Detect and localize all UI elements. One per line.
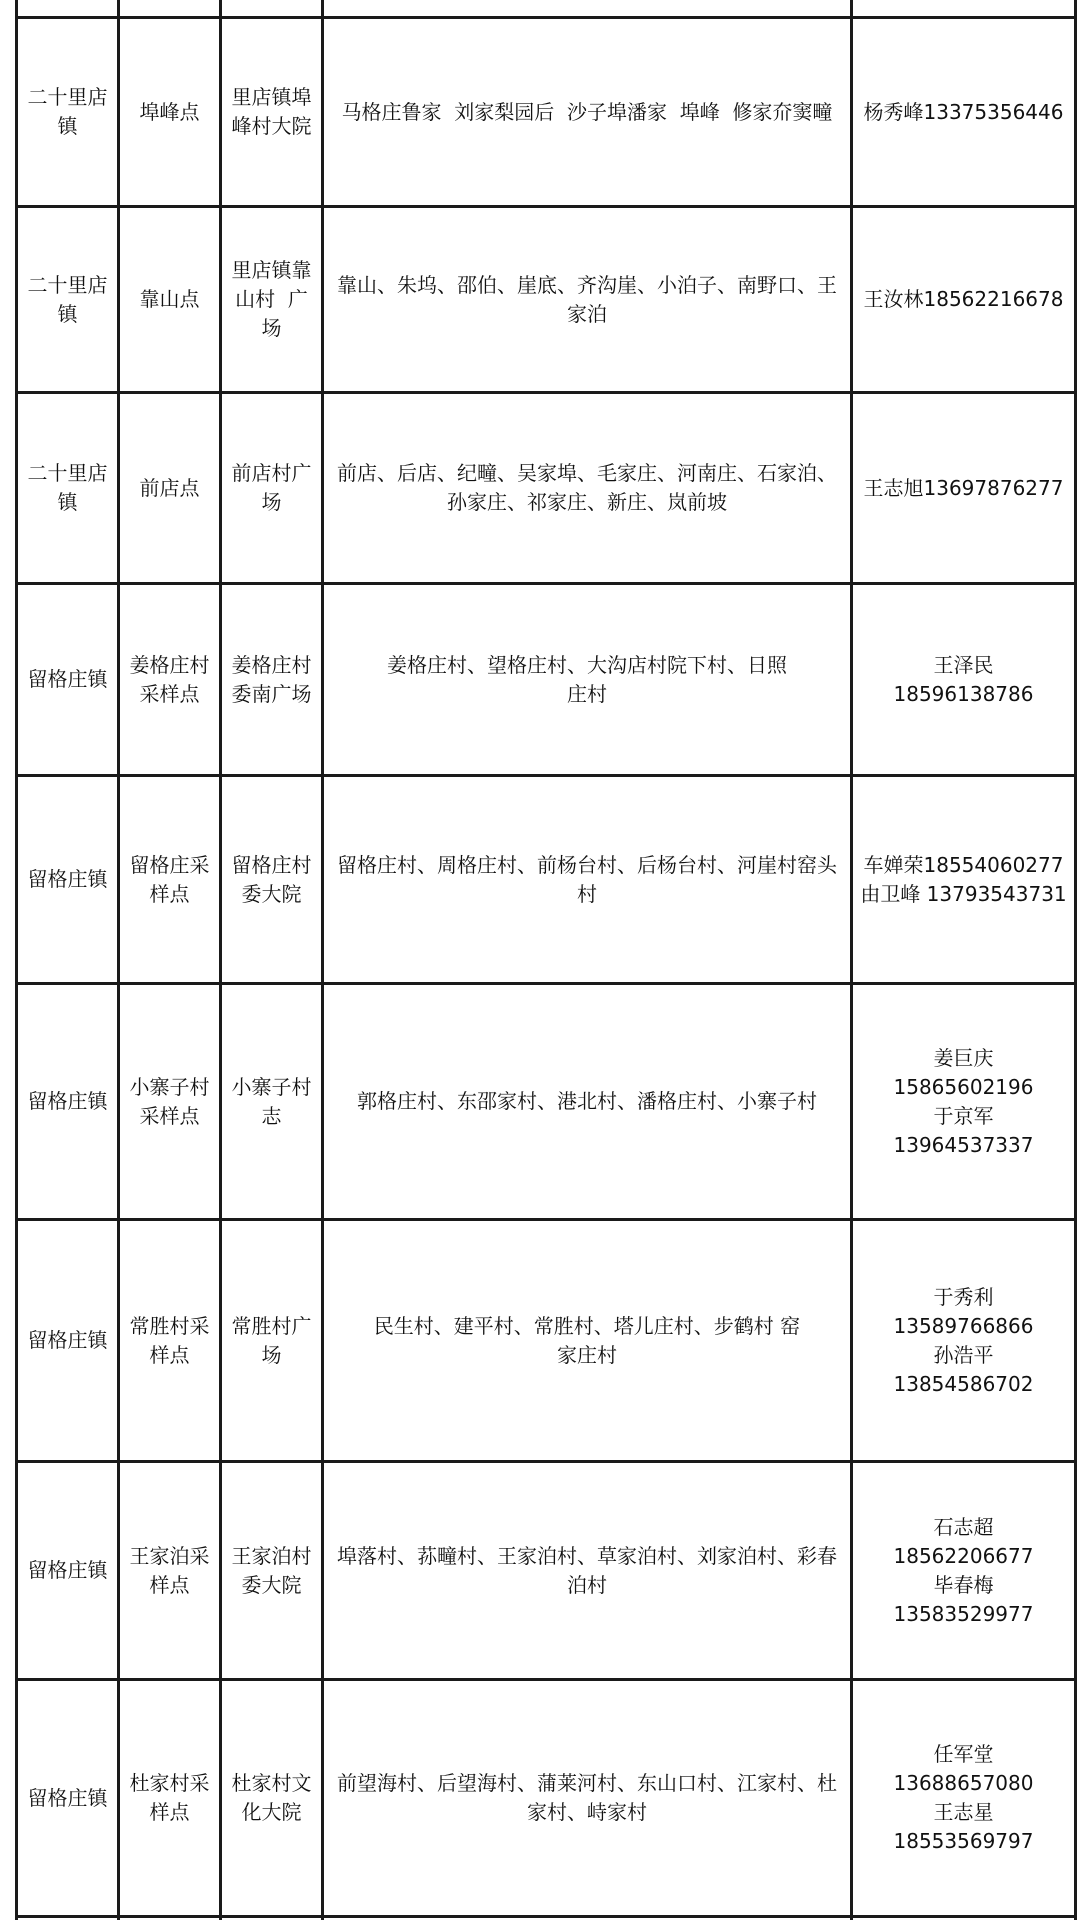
point-cell	[120, 985, 219, 1218]
point-text: 王家泊采样点	[129, 1543, 210, 1597]
villages-text: 姜格庄村、望格庄村、大沟店村院下村、日照庄村	[387, 652, 787, 706]
town-cell	[18, 1463, 117, 1678]
location-text: 姜格庄村委南广场	[231, 652, 312, 706]
villages-cell	[324, 585, 850, 774]
villages-text: 郭格庄村、东邵家村、港北村、潘格庄村、小寨子村	[357, 1089, 817, 1113]
contact-cell	[853, 1463, 1074, 1678]
table-border-right	[1074, 0, 1077, 1920]
contact-cell	[853, 985, 1074, 1218]
contact-text: 杨秀峰13375356446	[863, 99, 1064, 124]
location-text: 杜家村文化大院	[231, 1771, 312, 1824]
point-text: 前店点	[139, 475, 200, 500]
location-cell	[222, 585, 321, 774]
point-cell	[120, 1221, 219, 1460]
villages-text: 前店、后店、纪疃、吴家埠、毛家庄、河南庄、石家泊、孙家庄、祁家庄、新庄、岚前坡	[337, 461, 837, 514]
contact-text: 姜巨庆 15865602196 于京军 13964537337	[893, 1045, 1034, 1157]
location-cell	[222, 208, 321, 391]
contact-text: 王志旭13697876277	[863, 475, 1064, 500]
contact-text: 王泽民 18596138786	[893, 652, 1034, 706]
town-text: 留格庄镇	[27, 867, 108, 891]
location-cell	[222, 1463, 321, 1678]
villages-cell	[324, 1463, 850, 1678]
town-text: 二十里店镇	[27, 272, 108, 326]
point-text: 杜家村采样点	[129, 1771, 210, 1824]
point-text: 留格庄采样点	[129, 852, 210, 906]
location-text: 里店镇靠山村 广场	[231, 258, 312, 340]
villages-cell	[324, 985, 850, 1218]
villages-cell	[324, 394, 850, 582]
town-text: 留格庄镇	[27, 1558, 108, 1582]
villages-text: 马格庄鲁家 刘家梨园后 沙子埠潘家 埠峰 修家夼窦疃	[341, 99, 833, 124]
location-cell	[222, 19, 321, 205]
location-cell	[222, 985, 321, 1218]
location-text: 前店村广场	[231, 461, 312, 514]
town-text: 二十里店镇	[27, 461, 108, 514]
location-cell	[222, 1681, 321, 1915]
contact-cell	[853, 208, 1074, 391]
location-text: 常胜村广场	[231, 1313, 312, 1367]
villages-text: 埠落村、荪疃村、王家泊村、草家泊村、刘家泊村、彩春泊村	[337, 1543, 837, 1597]
location-text: 王家泊村委大院	[231, 1543, 312, 1597]
location-text: 里店镇埠峰村大院	[231, 85, 312, 138]
location-cell	[222, 1221, 321, 1460]
contact-text: 车婵荣18554060277 由卫峰 13793543731	[860, 852, 1067, 906]
contact-text: 石志超 18562206677 毕春梅 13583529977	[893, 1514, 1034, 1626]
contact-text: 王汝林18562216678	[863, 287, 1064, 311]
town-text: 留格庄镇	[27, 1328, 108, 1352]
point-cell	[120, 1463, 219, 1678]
contact-text: 任军堂 13688657080 王志星 18553569797	[893, 1742, 1034, 1853]
villages-text: 靠山、朱坞、邵伯、崖底、齐沟崖、小泊子、南野口、王家泊	[337, 272, 837, 326]
point-text: 小寨子村采样点	[129, 1074, 210, 1128]
villages-cell	[324, 19, 850, 205]
town-cell	[18, 1221, 117, 1460]
town-cell	[18, 985, 117, 1218]
point-text: 靠山点	[139, 287, 200, 311]
villages-text: 前望海村、后望海村、蒲莱河村、东山口村、江家村、杜家村、峙家村	[337, 1771, 837, 1824]
point-text: 埠峰点	[139, 99, 200, 124]
town-cell	[18, 585, 117, 774]
point-text: 姜格庄村采样点	[129, 652, 210, 706]
row-divider	[15, 1915, 1077, 1918]
town-cell	[18, 208, 117, 391]
town-cell	[18, 394, 117, 582]
location-text: 留格庄村委大院	[231, 852, 312, 906]
point-cell	[120, 777, 219, 982]
contact-cell	[853, 777, 1074, 982]
villages-cell	[324, 777, 850, 982]
point-cell	[120, 585, 219, 774]
villages-cell	[324, 1681, 850, 1915]
town-cell	[18, 19, 117, 205]
contact-cell	[853, 585, 1074, 774]
point-cell	[120, 394, 219, 582]
town-text: 留格庄镇	[27, 1785, 108, 1810]
contact-cell	[853, 1221, 1074, 1460]
town-cell	[18, 777, 117, 982]
villages-text: 留格庄村、周格庄村、前杨台村、后杨台村、河崖村窑头村	[337, 852, 837, 906]
contact-cell	[853, 394, 1074, 582]
town-text: 留格庄镇	[27, 1089, 108, 1113]
town-text: 留格庄镇	[27, 667, 108, 691]
point-cell	[120, 19, 219, 205]
location-cell	[222, 394, 321, 582]
contact-text: 于秀利 13589766866 孙浩平 13854586702	[893, 1284, 1034, 1396]
location-cell	[222, 777, 321, 982]
villages-cell	[324, 208, 850, 391]
point-text: 常胜村采样点	[129, 1313, 210, 1367]
town-text: 二十里店镇	[27, 85, 108, 138]
contact-cell	[853, 19, 1074, 205]
villages-cell	[324, 1221, 850, 1460]
point-cell	[120, 208, 219, 391]
villages-text: 民生村、建平村、常胜村、塔儿庄村、步鹤村 窑家庄村	[373, 1313, 801, 1367]
town-cell	[18, 1681, 117, 1915]
contact-cell	[853, 1681, 1074, 1915]
point-cell	[120, 1681, 219, 1915]
location-text: 小寨子村志	[231, 1074, 312, 1128]
